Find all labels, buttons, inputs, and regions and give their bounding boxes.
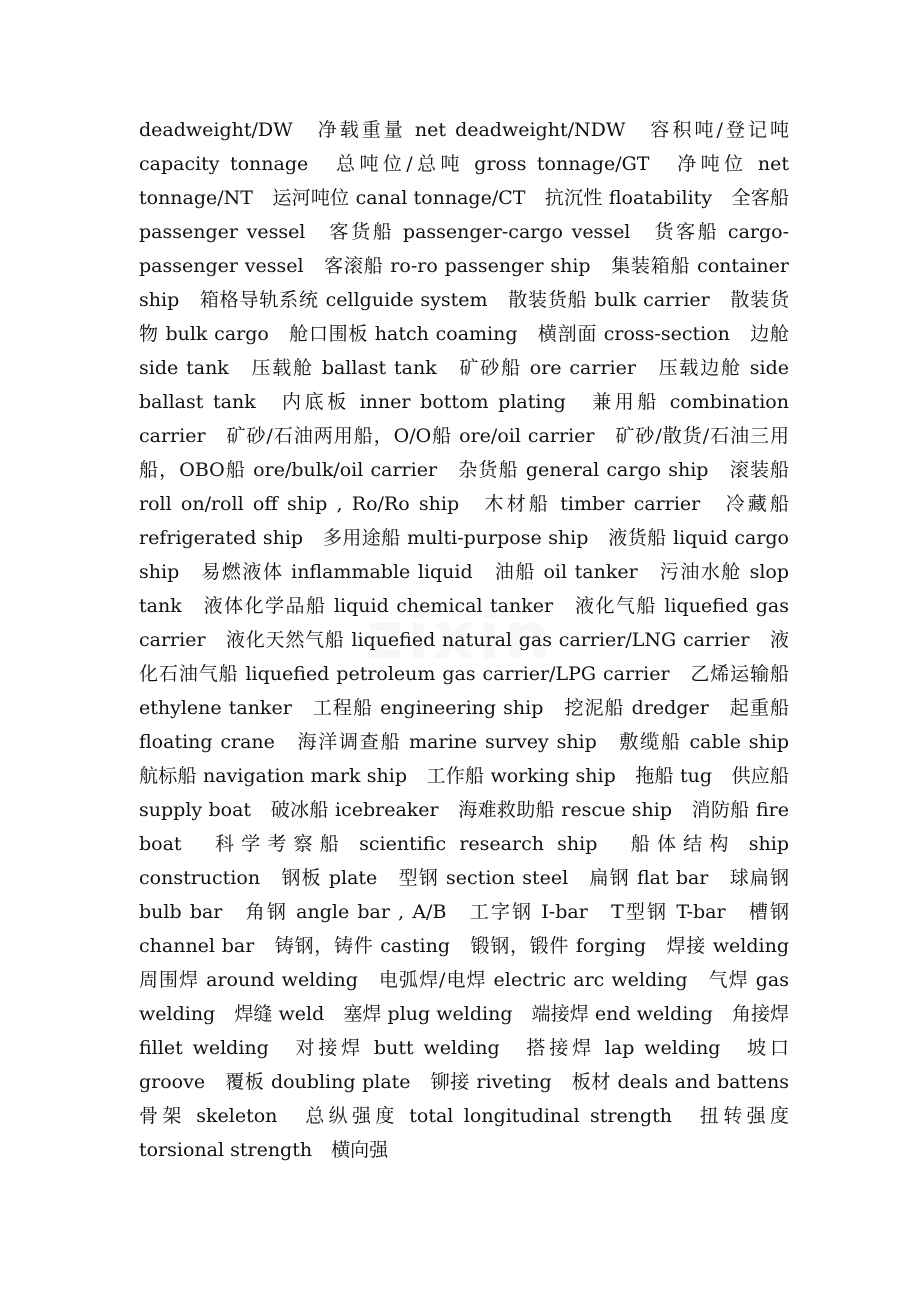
watermark: zixin [366,600,554,674]
body-text: deadweight/DW 净载重量 net deadweight/NDW 容积吨/登记吨 capacity tonnage 总吨位/总吨 gross tonnage/GT 净吨位 net tonnage/NT 运河吨位 canal tonnage/CT 抗沉性 floatability 全客船 passenger vessel 客货船 passenger-cargo vessel 货客船 cargo-passenger vessel 客滚船 ro-ro passenger ship 集装箱船 container ship 箱格导轨系统 cellguide system 散装货船 bulk carrier 散装货物 bulk cargo 舱口围板 hatch coaming 横剖面 cross-section 边舱 side tank 压载舱 ballast tank 矿砂船 ore carrier 压载边舱 side ballast tank 内底板 inner bottom plating 兼用船 combination carrier 矿砂/石油两用船，O/O船 ore/oil carrier 矿砂/散货/石油三用船，OBO船 ore/bulk/oil carrier 杂货船 general cargo ship 滚装船 roll on/roll off ship , Ro/Ro ship 木材船 timber carrier 冷藏船 refrigerated ship 多用途船 multi-purpose ship 液货船 liquid cargo ship 易燃液体 inflammable liquid 油船 oil tanker 污油水舱 slop tank 液体化学品船 liquid chemical tanker 液化气船 liquefied gas carrier 液化天然气船 liquefied natural gas carrier/LNG carrier 液化石油气船 liquefied petroleum gas carrier/LPG carrier 乙烯运输船 ethylene tanker 工程船 engineering ship 挖泥船 dredger 起重船 floating crane 海洋调查船 marine survey ship 敷缆船 cable ship 航标船 navigation mark ship 工作船 working ship 拖船 tug 供应船 supply boat 破冰船 icebreaker 海难救助船 rescue ship 消防船 fire boat 科学考察船 scientific research ship 船体结构 ship construction 钢板 plate 型钢 section steel 扁钢 flat bar 球扁钢 bulb bar 角钢 angle bar , A/B 工字钢 I-bar T型钢 T-bar 槽钢 channel bar 铸钢，铸件 casting 锻钢，锻件 forging 焊接 welding 周围焊 around welding 电弧焊/电焊 electric arc welding 气焊 gas welding 焊缝 weld 塞焊 plug welding 端接焊 end welding 角接焊 fillet welding 对接焊 butt welding 搭接焊 lap welding 坡口 groove 覆板 doubling plate 铆接 riveting 板材 deals and battens 骨架 skeleton 总纵强度 total longitudinal strength 扭转强度 torsional strength 横向强 [139,119,809,1161]
